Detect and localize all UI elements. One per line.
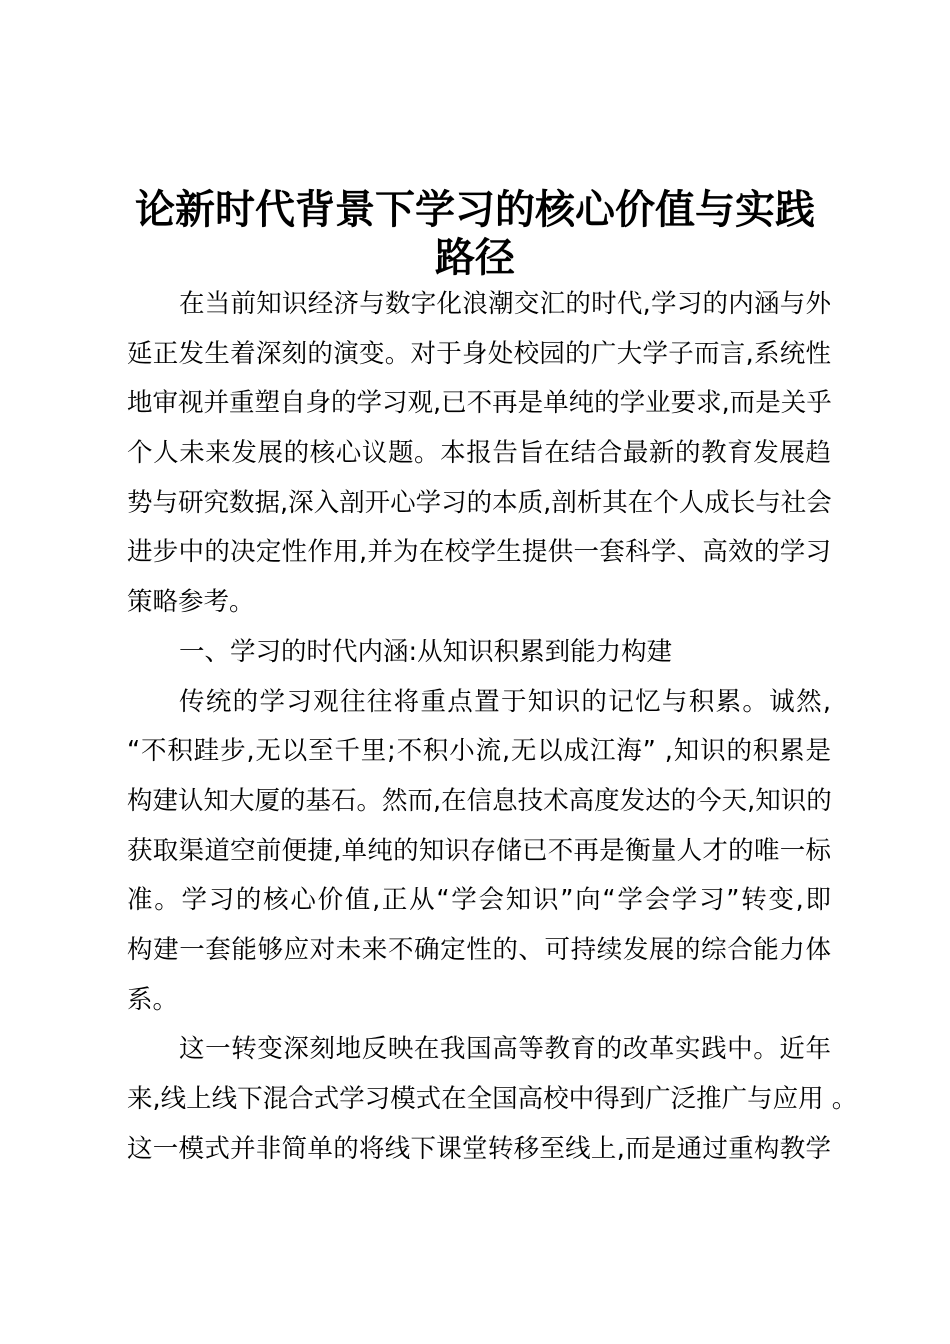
- text-line: 进步中的决定性作用,并为在校学生提供一套科学、高效的学习: [127, 537, 831, 568]
- text-line: 这一模式并非简单的将线下课堂转移至线上,而是通过重构教学: [127, 1133, 831, 1164]
- text-line: 在当前知识经济与数字化浪潮交汇的时代,学习的内涵与外: [179, 289, 831, 319]
- text-line: 势与研究数据,深入剖开心学习的本质,剖析其在个人成长与社会: [127, 487, 832, 518]
- text-line: 这一转变深刻地反映在我国高等教育的改革实践中。近年: [179, 1034, 831, 1065]
- text-line: 延正发生着深刻的演变。对于身处校园的广大学子而言,系统性: [127, 338, 831, 369]
- title-line: 论新时代背景下学习的核心价值与实践: [135, 187, 815, 233]
- text-line: 个人未来发展的核心议题。本报告旨在结合最新的教育发展趋: [127, 438, 831, 469]
- text-line: 准。学习的核心价值,正从“学会知识”向“学会学习”转变,即: [127, 885, 831, 916]
- title-line: 路径: [435, 235, 515, 281]
- text-line: 构建一套能够应对未来不确定性的、可持续发展的综合能力体: [127, 934, 831, 965]
- text-line: 构建认知大厦的基石。然而,在信息技术高度发达的今天,知识的: [127, 785, 832, 816]
- text-line: 获取渠道空前便捷,单纯的知识存储已不再是衡量人才的唯一标: [127, 835, 831, 866]
- text-line: 系。: [127, 984, 179, 1015]
- paragraph: [127, 1025, 858, 1174]
- document-title: [0, 186, 950, 282]
- text-line: 一、学习的时代内涵:从知识积累到能力构建: [179, 636, 673, 667]
- paragraph: [127, 280, 831, 628]
- document-body: [127, 280, 858, 1174]
- text-line: 来,线上线下混合式学习模式在全国高校中得到广泛推广与应用 。: [127, 1084, 858, 1114]
- text-line: 传统的学习观往往将重点置于知识的记忆与积累。诚然,: [179, 686, 831, 717]
- text-line: 策略参考。: [127, 587, 255, 618]
- section-heading: [127, 628, 831, 678]
- text-line: 地审视并重塑自身的学习观,已不再是单纯的学业要求,而是关乎: [127, 388, 832, 419]
- text-line: “不积跬步,无以至千里;不积小流,无以成江海” ,知识的积累是: [127, 736, 831, 767]
- paragraph: [127, 678, 831, 1026]
